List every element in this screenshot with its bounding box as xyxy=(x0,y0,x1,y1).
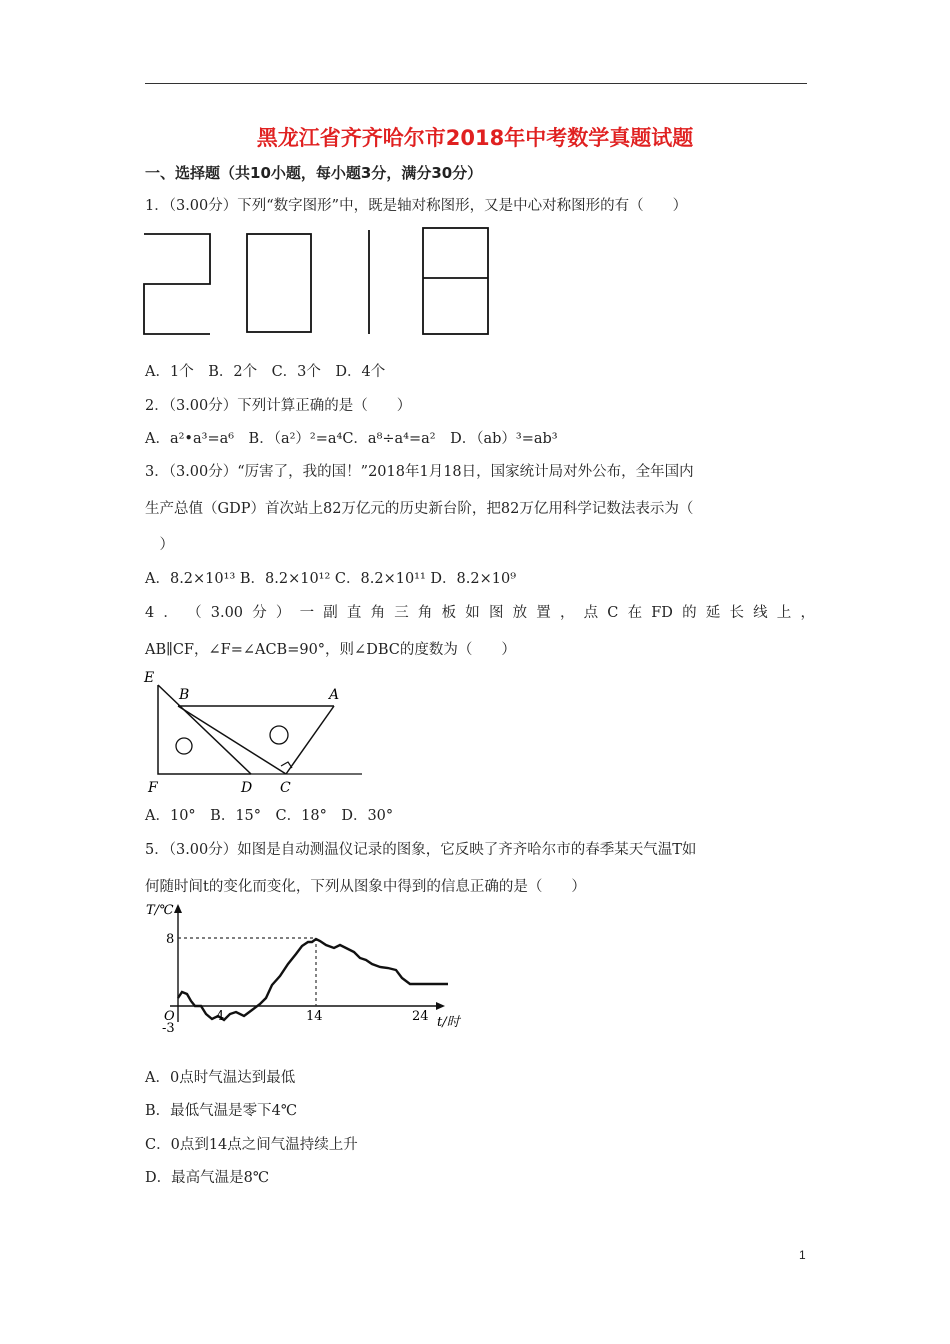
q4-options: A．10° B．15° C．18° D．30° xyxy=(145,808,394,824)
label-C: C xyxy=(280,780,291,796)
digit-figure-2 xyxy=(247,234,311,332)
label-B: B xyxy=(179,687,190,703)
q3-options: A．8.2×10¹³ B．8.2×10¹² C．8.2×10¹¹ D．8.2×10⁹ xyxy=(145,571,517,587)
q3-line1: 3．（3.00分）“厉害了，我的国！”2018年1月18日，国家统计局对外公布，全年国内 xyxy=(145,464,694,480)
label-D: D xyxy=(241,780,253,796)
header-rule xyxy=(145,83,807,84)
label-A: A xyxy=(329,687,340,703)
digit-figure-1 xyxy=(144,234,210,334)
q1-options: A．1个 B．2个 C．3个 D．4个 xyxy=(145,364,386,380)
x-tick-24: 24 xyxy=(412,1009,429,1024)
y-tick-8: 8 xyxy=(166,932,175,947)
x-axis-label: t/时 xyxy=(437,1015,460,1030)
x-tick-14: 14 xyxy=(306,1009,323,1024)
origin-label: O xyxy=(164,1009,175,1024)
section-heading: 一、选择题（共10小题，每小题3分，满分30分） xyxy=(145,164,483,182)
label-E: E xyxy=(144,670,155,686)
q4-line2: AB∥CF，∠F=∠ACB=90°，则∠DBC的度数为（ ） xyxy=(145,642,516,658)
q2-options: A．a²•a³=a⁶ B．（a²）²=a⁴C．a⁸÷a⁴=a² D．（ab）³=ab³ xyxy=(145,431,558,447)
label-F: F xyxy=(148,780,158,796)
x-tick-4: 4 xyxy=(216,1009,225,1024)
q3-line2: 生产总值（GDP）首次站上82万亿元的历史新台阶，把82万亿用科学记数法表示为（ xyxy=(145,501,694,517)
q4-triangle-figure xyxy=(138,666,368,796)
q1-stem: 1．（3.00分）下列“数字图形”中，既是轴对称图形，又是中心对称图形的有（ ） xyxy=(145,198,688,214)
q5-option-c: C．0点到14点之间气温持续上升 xyxy=(145,1137,358,1153)
q5-line2: 何随时间t的变化而变化，下列从图象中得到的信息正确的是（ ） xyxy=(145,879,586,895)
q5-option-d: D．最高气温是8℃ xyxy=(145,1170,270,1186)
q3-line3: ） xyxy=(145,537,174,553)
page-number: 1 xyxy=(799,1248,806,1262)
q5-option-b: B．最低气温是零下4℃ xyxy=(145,1103,298,1119)
page-title: 黑龙江省齐齐哈尔市2018年中考数学真题试题 xyxy=(256,126,694,150)
q4-line1: 4 ． （ 3.00 分 ） 一 副 直 角 三 角 板 如 图 放 置 ， 点 C 在 FD 的 延 长 线 上 ， xyxy=(145,605,815,621)
q1-digit-figures xyxy=(140,224,500,339)
q5-option-a: A．0点时气温达到最低 xyxy=(145,1070,296,1086)
y-tick-minus3: -3 xyxy=(162,1021,175,1034)
q5-line1: 5．（3.00分）如图是自动测温仪记录的图象，它反映了齐齐哈尔市的春季某天气温T如 xyxy=(145,842,697,858)
q5-temperature-graph xyxy=(140,902,475,1034)
q2-stem: 2．（3.00分）下列计算正确的是（ ） xyxy=(145,398,412,414)
digit-figure-4 xyxy=(423,228,488,334)
y-axis-label: T/℃ xyxy=(146,903,174,918)
